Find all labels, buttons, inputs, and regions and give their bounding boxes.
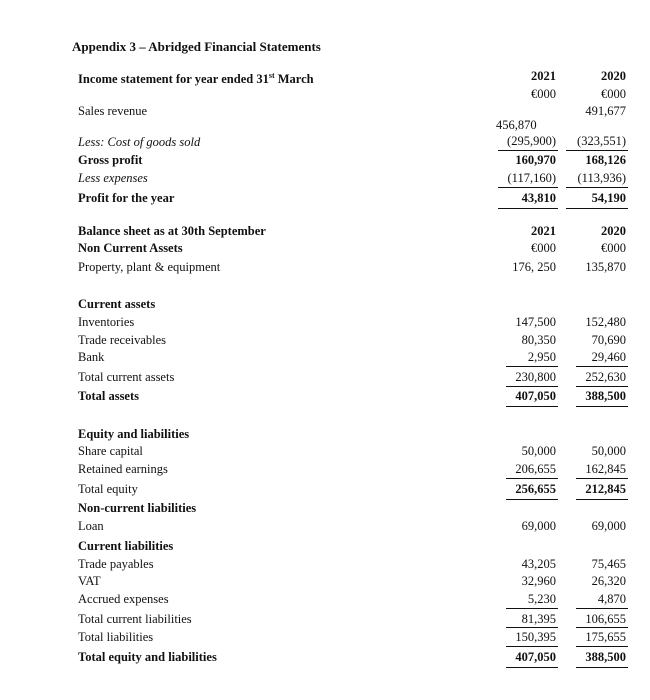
balance-sheet-heading: Balance sheet as at 30th September xyxy=(78,224,266,238)
profit-underline-2021 xyxy=(498,208,558,209)
cogs-label: Less: Cost of goods sold xyxy=(78,135,201,149)
balance-year-2020: 2020 xyxy=(601,224,626,238)
income-year-2021: 2021 xyxy=(531,69,556,83)
total-equity-label: Total equity xyxy=(78,482,138,496)
bank-2021: 2,950 xyxy=(527,350,556,364)
inventories-2021: 147,500 xyxy=(515,315,556,329)
expenses-label: Less expenses xyxy=(78,171,148,185)
retained-earnings-2020: 162,845 xyxy=(585,462,626,476)
total-assets-2021: 407,050 xyxy=(515,389,556,403)
profit-underline-2020 xyxy=(566,208,628,209)
total-current-assets-2021: 230,800 xyxy=(515,370,556,384)
total-equity-liabilities-2020: 388,500 xyxy=(585,650,626,664)
accrued-expenses-2021: 5,230 xyxy=(527,592,556,606)
total-equity-liabilities-2021: 407,050 xyxy=(515,650,556,664)
bank-underline-2020 xyxy=(576,366,628,367)
balance-unit-2021: €000 xyxy=(531,241,556,255)
loan-label: Loan xyxy=(78,519,104,533)
total-assets-2020: 388,500 xyxy=(585,389,626,403)
loan-2020: 69,000 xyxy=(591,519,626,533)
gross-profit-label: Gross profit xyxy=(78,153,143,167)
total-current-liabilities-2021: 81,395 xyxy=(521,612,556,626)
trade-payables-label: Trade payables xyxy=(78,557,154,571)
total-equity-2021: 256,655 xyxy=(515,482,556,496)
profit-year-2021: 43,810 xyxy=(521,191,556,205)
cogs-2020: (323,551) xyxy=(577,134,626,148)
non-current-liabilities-heading: Non-current liabilities xyxy=(78,501,197,515)
re-underline-2021 xyxy=(506,478,558,479)
total-current-liabilities-label: Total current liabilities xyxy=(78,612,192,626)
tl-underline-2020 xyxy=(576,646,628,647)
total-equity-2020: 212,845 xyxy=(585,482,626,496)
te-underline-2020 xyxy=(576,499,628,500)
inventories-2020: 152,480 xyxy=(585,315,626,329)
tel-underline-2021 xyxy=(506,667,558,668)
trade-payables-2021: 43,205 xyxy=(521,557,556,571)
expenses-2021: (117,160) xyxy=(507,171,556,185)
loan-2021: 69,000 xyxy=(521,519,556,533)
trade-receivables-2020: 70,690 xyxy=(591,333,626,347)
ppe-2020: 135,870 xyxy=(585,260,626,274)
gross-profit-2020: 168,126 xyxy=(585,153,626,167)
balance-unit-2020: €000 xyxy=(601,241,626,255)
total-equity-liabilities-label: Total equity and liabilities xyxy=(78,650,217,664)
bank-2020: 29,460 xyxy=(591,350,626,364)
document-title: Appendix 3 – Abridged Financial Statements xyxy=(72,39,321,54)
income-statement-heading: Income statement for year ended 31st March xyxy=(78,71,314,87)
ta-underline-2020 xyxy=(576,406,628,407)
expenses-underline-2020 xyxy=(566,187,628,188)
te-underline-2021 xyxy=(506,499,558,500)
cogs-2021: (295,900) xyxy=(507,134,556,148)
income-year-2020: 2020 xyxy=(601,69,626,83)
gross-profit-2021: 160,970 xyxy=(515,153,556,167)
cogs-underline-2021 xyxy=(498,150,558,151)
vat-label: VAT xyxy=(78,574,101,588)
cogs-underline-2020 xyxy=(566,150,628,151)
ppe-label: Property, plant & equipment xyxy=(78,260,221,274)
income-unit-2021: €000 xyxy=(531,87,556,101)
share-capital-label: Share capital xyxy=(78,444,143,458)
bank-underline-2021 xyxy=(506,366,558,367)
current-assets-heading: Current assets xyxy=(78,297,156,311)
total-current-liabilities-2020: 106,655 xyxy=(585,612,626,626)
equity-liabilities-heading: Equity and liabilities xyxy=(78,427,190,441)
accrued-expenses-label: Accrued expenses xyxy=(78,592,169,606)
tca-underline-2020 xyxy=(576,386,628,387)
tcl-underline-2021 xyxy=(506,627,558,628)
total-current-assets-2020: 252,630 xyxy=(585,370,626,384)
non-current-assets-heading: Non Current Assets xyxy=(78,241,183,255)
retained-earnings-label: Retained earnings xyxy=(78,462,168,476)
total-current-assets-label: Total current assets xyxy=(78,370,175,384)
re-underline-2020 xyxy=(576,478,628,479)
ae-underline-2021 xyxy=(506,608,558,609)
profit-year-label: Profit for the year xyxy=(78,191,175,205)
trade-receivables-label: Trade receivables xyxy=(78,333,167,347)
trade-payables-2020: 75,465 xyxy=(591,557,626,571)
sales-revenue-2020: 491,677 xyxy=(585,104,626,118)
total-liabilities-2020: 175,655 xyxy=(585,630,626,644)
share-capital-2021: 50,000 xyxy=(521,444,556,458)
sales-revenue-label: Sales revenue xyxy=(78,104,148,118)
share-capital-2020: 50,000 xyxy=(591,444,626,458)
inventories-label: Inventories xyxy=(78,315,135,329)
tl-underline-2021 xyxy=(506,646,558,647)
ppe-2021: 176, 250 xyxy=(512,260,556,274)
accrued-expenses-2020: 4,870 xyxy=(597,592,626,606)
vat-2020: 26,320 xyxy=(591,574,626,588)
tcl-underline-2020 xyxy=(576,627,628,628)
total-liabilities-label: Total liabilities xyxy=(78,630,154,644)
expenses-underline-2021 xyxy=(498,187,558,188)
sales-revenue-2021: 456,870 xyxy=(496,118,537,132)
vat-2021: 32,960 xyxy=(521,574,556,588)
trade-receivables-2021: 80,350 xyxy=(521,333,556,347)
bank-label: Bank xyxy=(78,350,105,364)
balance-year-2021: 2021 xyxy=(531,224,556,238)
total-assets-label: Total assets xyxy=(78,389,140,403)
ta-underline-2021 xyxy=(506,406,558,407)
tca-underline-2021 xyxy=(506,386,558,387)
ae-underline-2020 xyxy=(576,608,628,609)
current-liabilities-heading: Current liabilities xyxy=(78,539,174,553)
profit-year-2020: 54,190 xyxy=(591,191,626,205)
retained-earnings-2021: 206,655 xyxy=(515,462,556,476)
total-liabilities-2021: 150,395 xyxy=(515,630,556,644)
expenses-2020: (113,936) xyxy=(577,171,626,185)
tel-underline-2020 xyxy=(576,667,628,668)
income-unit-2020: €000 xyxy=(601,87,626,101)
